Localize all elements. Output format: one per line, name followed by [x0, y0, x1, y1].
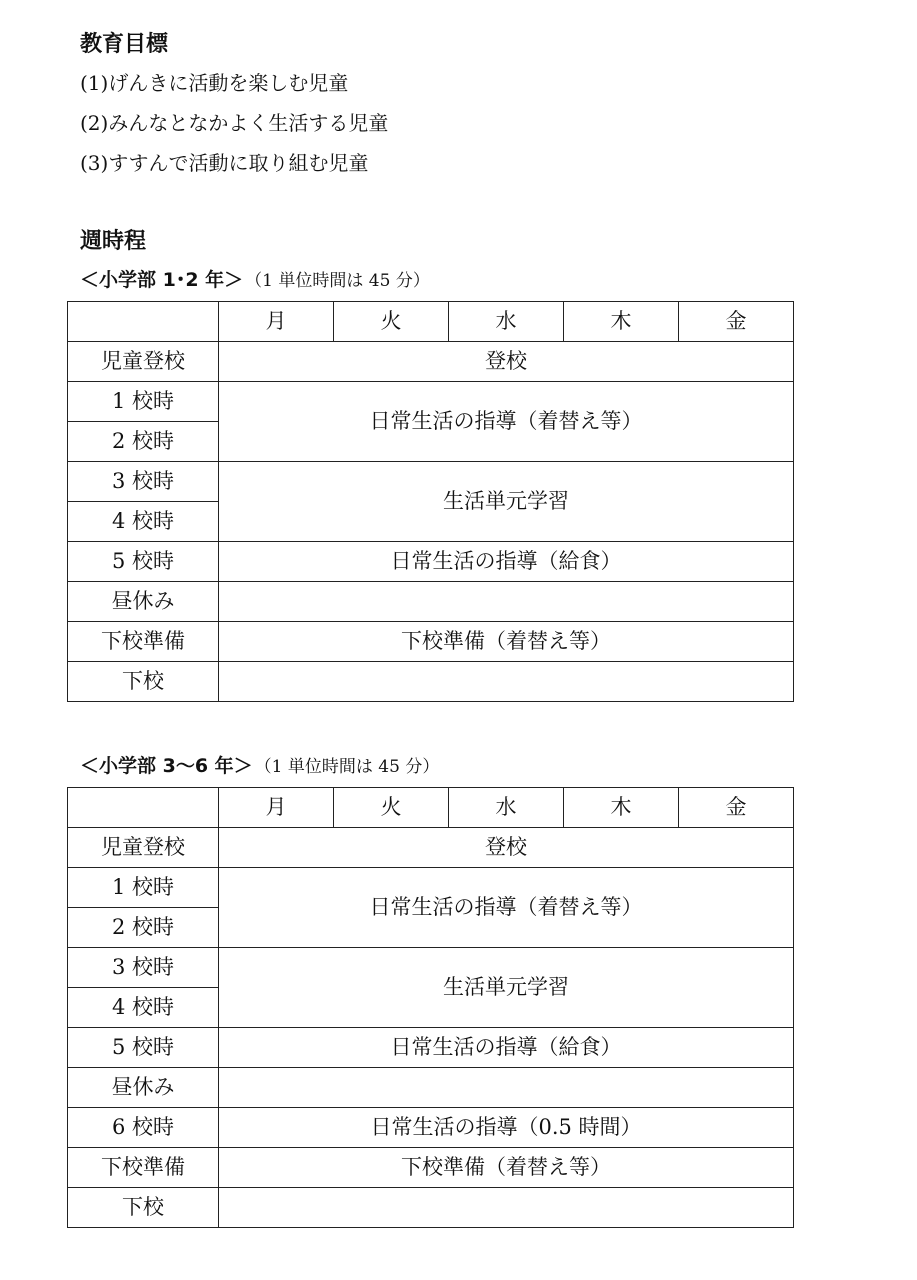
row-label-arrival: 児童登校 — [68, 342, 219, 382]
schedule-table-grades-3-6 — [67, 787, 794, 1228]
row-label-period-3: 3 校時 — [68, 948, 219, 988]
table-row — [68, 788, 794, 828]
table-row — [68, 1148, 794, 1188]
corner-cell — [68, 788, 219, 828]
row-label-period-4: 4 校時 — [68, 988, 219, 1028]
row-label-period-2: 2 校時 — [68, 422, 219, 462]
table-row — [68, 1068, 794, 1108]
day-header-mon: 月 — [219, 788, 334, 828]
row-label-period-3: 3 校時 — [68, 462, 219, 502]
table-row — [68, 1188, 794, 1228]
table2-heading-note: （1 単位時間は 45 分） — [254, 757, 440, 777]
goal-item-1: (1)げんきに活動を楽しむ児童 — [80, 71, 349, 95]
day-header-thu: 木 — [564, 788, 679, 828]
row-label-arrival: 児童登校 — [68, 828, 219, 868]
schedule-table-grades-1-2 — [67, 301, 794, 702]
corner-cell — [68, 302, 219, 342]
row-label-period-6: 6 校時 — [68, 1108, 219, 1148]
cell-period-5: 日常生活の指導（給食） — [219, 542, 794, 582]
table-row — [68, 868, 794, 908]
table-row — [68, 662, 794, 702]
table-row — [68, 1108, 794, 1148]
row-label-period-1: 1 校時 — [68, 868, 219, 908]
row-label-period-2: 2 校時 — [68, 908, 219, 948]
goal-item-3: (3)すすんで活動に取り組む児童 — [80, 151, 369, 175]
cell-arrival: 登校 — [219, 342, 794, 382]
table-row — [68, 582, 794, 622]
day-header-wed: 水 — [449, 788, 564, 828]
row-label-lunch-break: 昼休み — [68, 1068, 219, 1108]
cell-period-5: 日常生活の指導（給食） — [219, 1028, 794, 1068]
row-label-period-5: 5 校時 — [68, 1028, 219, 1068]
row-label-dismissal: 下校 — [68, 662, 219, 702]
day-header-fri: 金 — [679, 302, 794, 342]
table1-heading-label: ＜小学部 1･2 年＞ — [80, 269, 244, 291]
row-label-dismissal-prep: 下校準備 — [68, 1148, 219, 1188]
row-label-period-1: 1 校時 — [68, 382, 219, 422]
row-label-dismissal: 下校 — [68, 1188, 219, 1228]
cell-period-6: 日常生活の指導（0.5 時間） — [219, 1108, 794, 1148]
cell-periods-3-4: 生活単元学習 — [219, 948, 794, 1028]
cell-arrival: 登校 — [219, 828, 794, 868]
day-header-mon: 月 — [219, 302, 334, 342]
cell-periods-1-2: 日常生活の指導（着替え等） — [219, 382, 794, 462]
day-header-thu: 木 — [564, 302, 679, 342]
cell-periods-1-2: 日常生活の指導（着替え等） — [219, 868, 794, 948]
education-goals-title: 教育目標 — [80, 32, 169, 57]
row-label-period-5: 5 校時 — [68, 542, 219, 582]
table2-heading-label: ＜小学部 3～6 年＞ — [80, 755, 253, 777]
day-header-tue: 火 — [334, 302, 449, 342]
cell-dismissal-prep: 下校準備（着替え等） — [219, 622, 794, 662]
table-row — [68, 462, 794, 502]
table-row — [68, 1028, 794, 1068]
table1-heading — [80, 267, 430, 294]
table-row — [68, 342, 794, 382]
cell-dismissal-prep: 下校準備（着替え等） — [219, 1148, 794, 1188]
cell-periods-3-4: 生活単元学習 — [219, 462, 794, 542]
cell-dismissal — [219, 1188, 794, 1228]
table-row — [68, 828, 794, 868]
row-label-period-4: 4 校時 — [68, 502, 219, 542]
cell-dismissal — [219, 662, 794, 702]
table-row — [68, 948, 794, 988]
weekly-schedule-title: 週時程 — [80, 229, 147, 254]
table-row — [68, 542, 794, 582]
day-header-fri: 金 — [679, 788, 794, 828]
table-row — [68, 622, 794, 662]
row-label-lunch-break: 昼休み — [68, 582, 219, 622]
row-label-dismissal-prep: 下校準備 — [68, 622, 219, 662]
table1-heading-note: （1 単位時間は 45 分） — [245, 271, 430, 291]
table-row — [68, 302, 794, 342]
cell-lunch-break — [219, 1068, 794, 1108]
goal-item-2: (2)みんなとなかよく生活する児童 — [80, 111, 389, 135]
day-header-tue: 火 — [334, 788, 449, 828]
day-header-wed: 水 — [449, 302, 564, 342]
cell-lunch-break — [219, 582, 794, 622]
table-row — [68, 382, 794, 422]
table2-heading — [80, 753, 439, 780]
